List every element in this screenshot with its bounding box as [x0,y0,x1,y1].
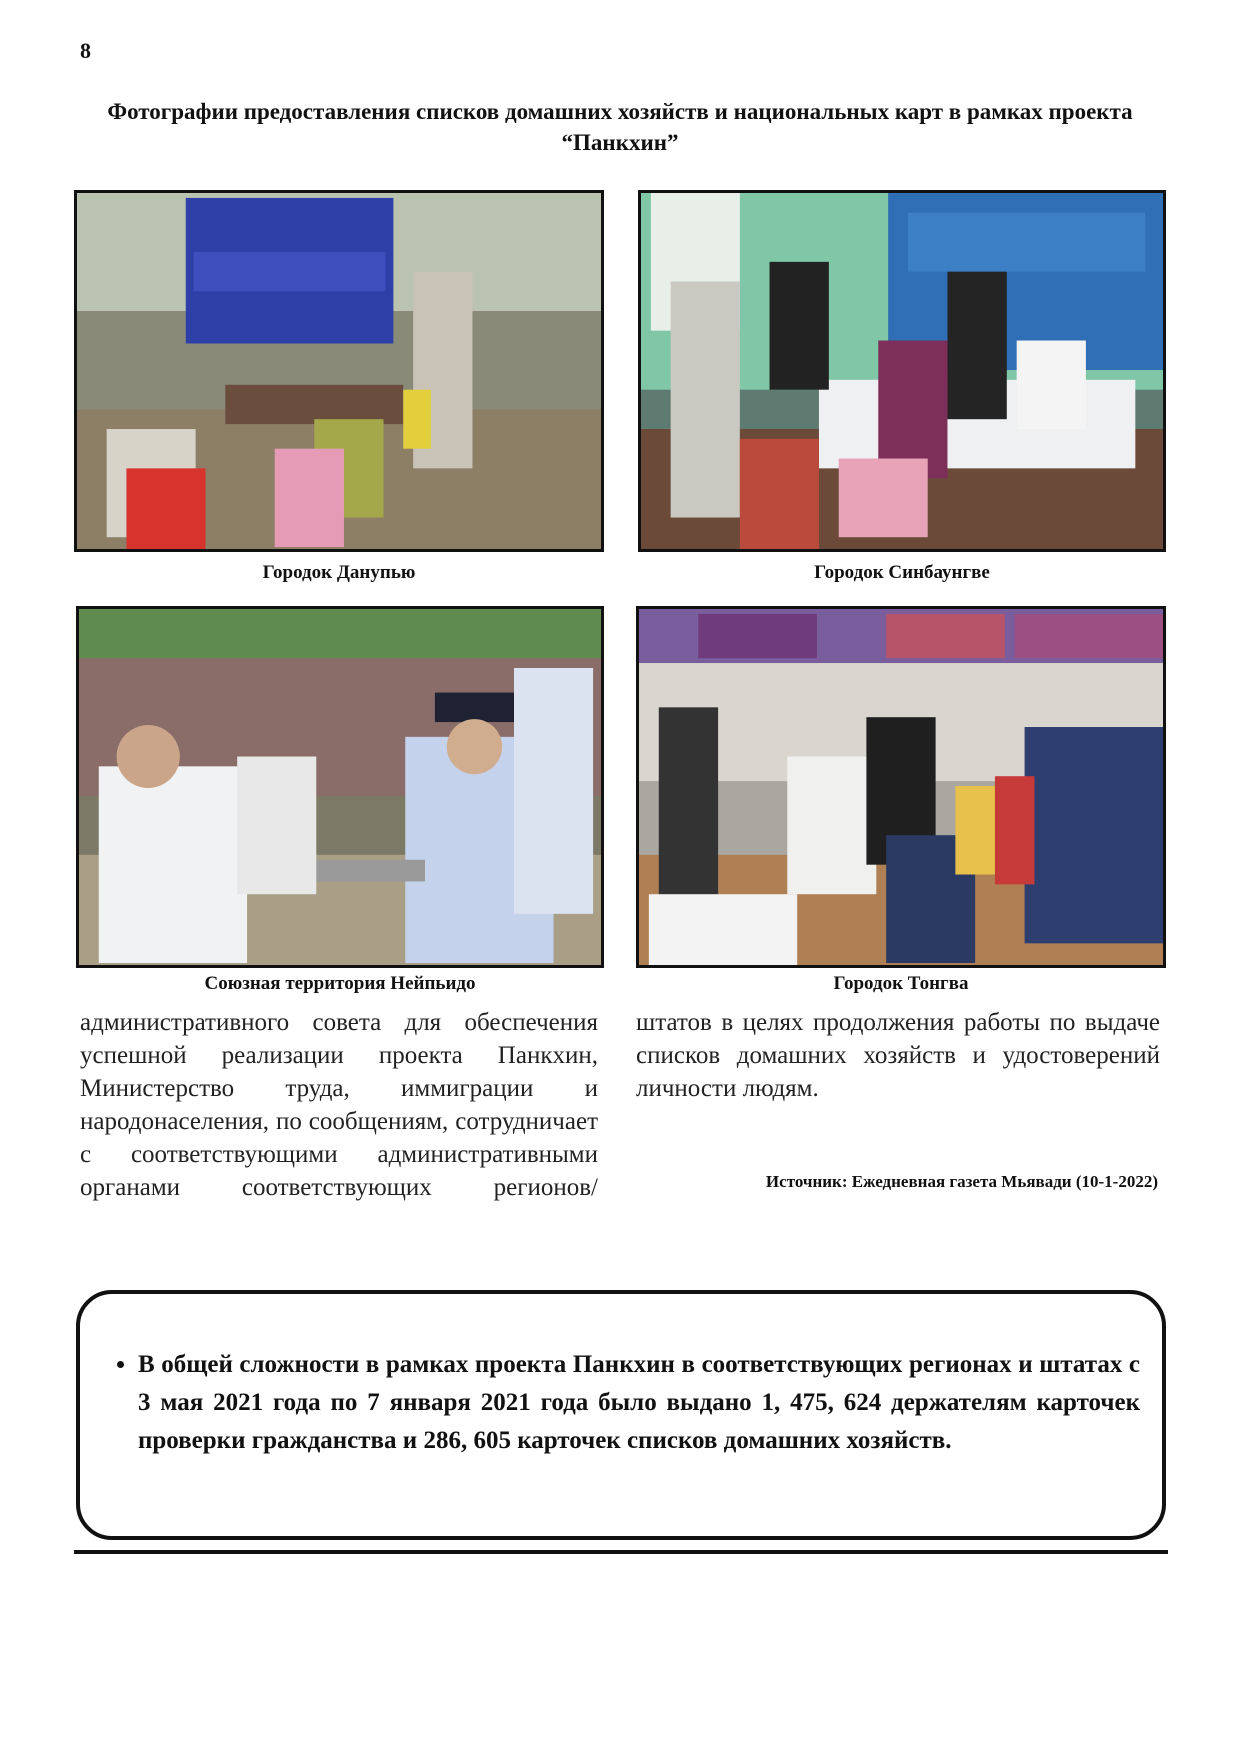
summary-list [80,1346,1162,1460]
body-text-right: штатов в целях продолжения работы по выдаче списков домашних хозяйств и удостоверений личности людям. [636,1009,1160,1102]
photo-caption: Городок Тонгва [833,973,969,994]
summary-item: • В общей сложности в рамках проекта Панкхин в соответствующих регионах и штатах с 3 мая 2021 года по 7 января 2021 года было выдано 1, 475, 624 держателям карточек проверки гражданства и 286, 605 карточек списков домашних хозяйств. [138,1346,1140,1460]
photo-tongwa [636,606,1166,968]
photo-caption: Городок Синбаунгве [814,562,990,583]
bottom-rule [74,1550,1168,1554]
source-citation: Источник: Ежедневная газета Мьявади (10-1-2022) [765,1172,1158,1191]
summary-box [76,1290,1166,1540]
body-text-left: административного совета для обеспечения успешной реализации проекта Панкхин, Министерство труда, иммиграции и народонаселения, по сообщениям, сотрудничает с соответствующими административными органами соответствующих регионов/ [80,1009,598,1201]
photo-naypyidaw [76,606,604,968]
photo-caption: Городок Данупью [262,562,416,583]
page-title: Фотографии предоставления списков домашних хозяйств и национальных карт в рамках проекта “Панкхин” [107,99,1133,155]
photo-sinbaungwe [638,190,1166,552]
photo-danupyu [74,190,604,552]
photo-caption: Союзная территория Нейпьидо [204,973,476,994]
page-number: 8 [80,38,91,63]
